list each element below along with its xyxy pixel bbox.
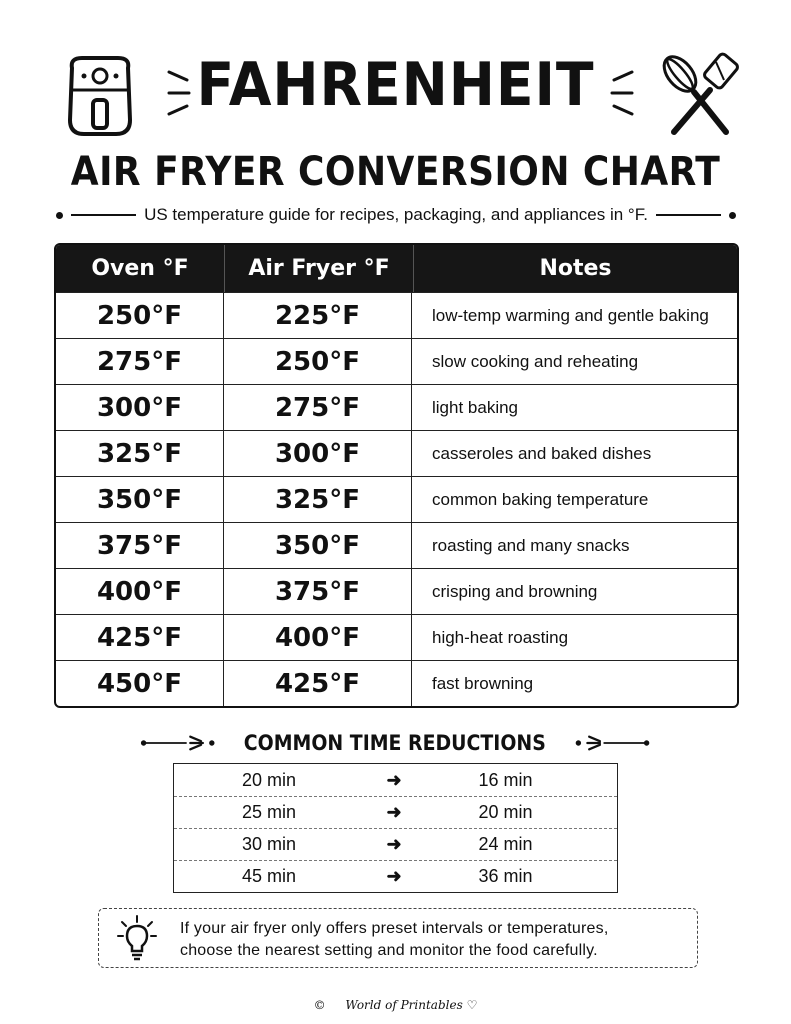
- table-row: [56, 614, 737, 660]
- oven-temp-cell: 350°F: [56, 477, 224, 522]
- copyright-symbol: ©: [313, 998, 326, 1012]
- notes-cell: low-temp warming and gentle baking: [432, 305, 709, 325]
- table-row: [174, 796, 617, 828]
- notes-cell: common baking temperature: [432, 489, 649, 509]
- notes-cell: light baking: [432, 397, 519, 417]
- oven-temp-cell: 250°F: [56, 293, 224, 338]
- original-time: 30 min: [241, 834, 297, 854]
- table-row: [56, 568, 737, 614]
- description-text: US temperature guide for recipes, packaging, and appliances in °F.: [144, 205, 648, 224]
- column-header-notes: Notes: [539, 256, 612, 281]
- conversion-table: [54, 243, 739, 708]
- table-row: [56, 292, 737, 338]
- footer: [0, 998, 791, 1012]
- original-time: 25 min: [241, 802, 297, 822]
- notes-cell: casseroles and baked dishes: [432, 443, 652, 463]
- oven-temp-cell: 275°F: [56, 339, 224, 384]
- table-row: [56, 660, 737, 706]
- air-fryer-temp-cell: 325°F: [224, 477, 412, 522]
- notes-cell: slow cooking and reheating: [432, 351, 639, 371]
- reduced-time: 16 min: [478, 769, 533, 790]
- oven-temp-cell: 400°F: [56, 569, 224, 614]
- table-row: [56, 476, 737, 522]
- arrow-right-icon: ➜: [386, 769, 402, 790]
- arrow-right-icon: ➜: [386, 802, 402, 822]
- table-header: [56, 245, 737, 292]
- oven-temp-cell: 425°F: [56, 615, 224, 660]
- notes-cell: high-heat roasting: [432, 627, 569, 647]
- tip-line-1: If your air fryer only offers preset intervals or temperatures,: [180, 920, 609, 937]
- notes-cell: roasting and many snacks: [432, 535, 630, 555]
- tip-text: [180, 918, 680, 962]
- divider-line: [71, 214, 136, 216]
- reduced-time: 24 min: [478, 834, 533, 854]
- table-row: [174, 828, 617, 860]
- table-row: [56, 384, 737, 430]
- air-fryer-temp-cell: 300°F: [224, 431, 412, 476]
- air-fryer-temp-cell: 275°F: [224, 385, 412, 430]
- page-title: FAHRENHEIT: [196, 50, 595, 120]
- table-row: [174, 860, 617, 892]
- air-fryer-temp-cell: 425°F: [224, 661, 412, 706]
- table-row: [174, 764, 617, 796]
- time-reductions-heading: [140, 729, 650, 757]
- notes-cell: fast browning: [432, 673, 534, 693]
- oven-temp-cell: 450°F: [56, 661, 224, 706]
- column-header-air-fryer: Air Fryer °F: [225, 245, 414, 292]
- air-fryer-temp-cell: 250°F: [224, 339, 412, 384]
- page-subtitle: AIR FRYER CONVERSION CHART: [70, 149, 721, 195]
- heading-ornament-right-icon: [573, 733, 650, 753]
- heart-icon: ♡: [466, 998, 478, 1012]
- table-row: [56, 338, 737, 384]
- oven-temp-cell: 325°F: [56, 431, 224, 476]
- reduced-time: 20 min: [478, 802, 533, 822]
- oven-temp-cell: 375°F: [56, 523, 224, 568]
- air-fryer-temp-cell: 375°F: [224, 569, 412, 614]
- air-fryer-temp-cell: 350°F: [224, 523, 412, 568]
- reduced-time: 36 min: [478, 866, 533, 886]
- original-time: 45 min: [241, 866, 297, 886]
- column-header-oven: Oven °F: [56, 245, 225, 292]
- time-reductions-title: COMMON TIME REDUCTIONS: [243, 731, 547, 755]
- time-reductions-table: [173, 763, 618, 893]
- arrow-right-icon: ➜: [386, 866, 402, 886]
- air-fryer-temp-cell: 400°F: [224, 615, 412, 660]
- table-row: [56, 522, 737, 568]
- lightbulb-icon: [116, 914, 158, 964]
- divider-dot: [729, 212, 736, 219]
- brand-logo: World of Printables: [345, 998, 463, 1012]
- arrow-right-icon: ➜: [386, 834, 402, 854]
- description-row: [56, 204, 736, 226]
- heading-ornament-left-icon: [140, 733, 217, 753]
- oven-temp-cell: 300°F: [56, 385, 224, 430]
- table-row: [56, 430, 737, 476]
- air-fryer-temp-cell: 225°F: [224, 293, 412, 338]
- tip-line-2: choose the nearest setting and monitor the food carefully.: [180, 942, 598, 959]
- divider-dot: [56, 212, 63, 219]
- original-time: 20 min: [241, 769, 297, 790]
- notes-cell: crisping and browning: [432, 581, 598, 601]
- divider-line: [656, 214, 721, 216]
